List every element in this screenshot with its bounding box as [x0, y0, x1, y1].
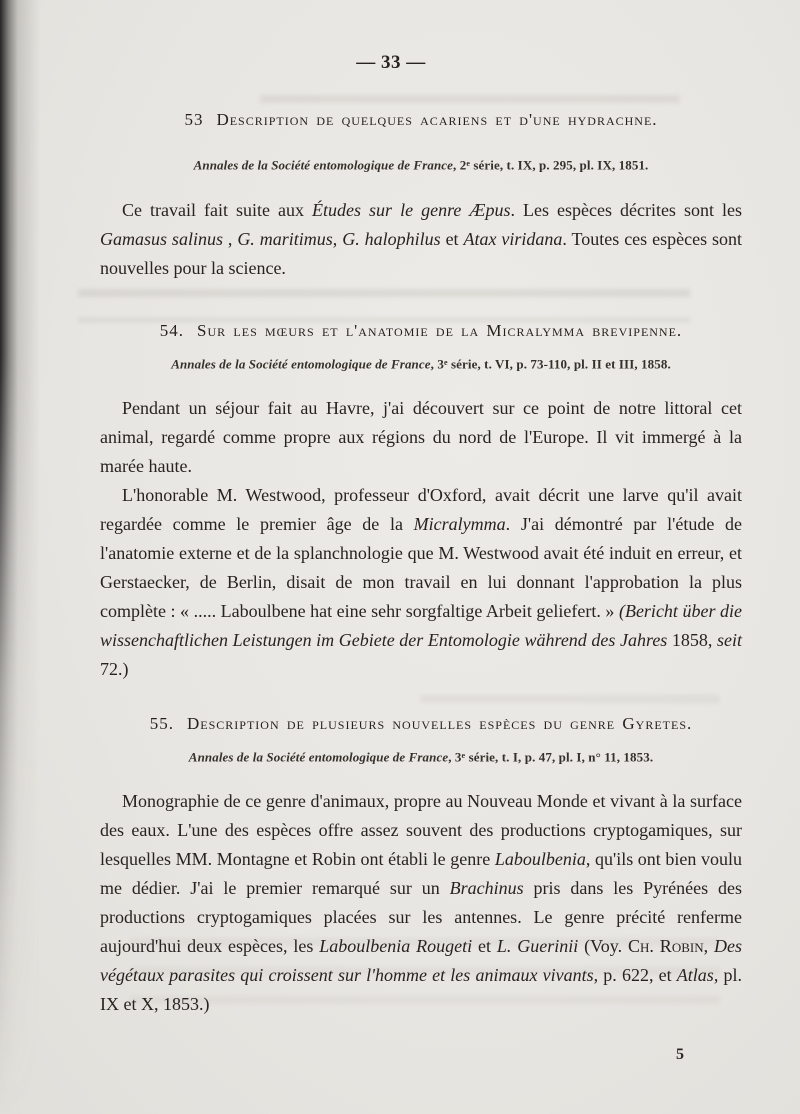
- page-number: — 33 —: [356, 52, 426, 73]
- entry-title: Description de quelques acariens et d'une hydrachne.: [216, 110, 658, 129]
- entry-paragraph: Monographie de ce genre d'animaux, propre au Nouveau Monde et vivant à la surface des eaux. L'une des espèces offre assez souvent des productions cryptogamiques, sur lesquelles MM. Montagne et Robin ont établi le genre Laboulbenia, qu'ils ont bien voulu me dédier. J'ai le premier remarqué sur un Brachinus pris dans les Pyrénées des productions cryptogamiques placées sur les antennes. Le genre précité renferme aujourd'hui deux espèces, les Laboulbenia Rougeti et L. Guerinii (Voy. Ch. Robin, Des végétaux parasites qui croissent sur l'homme et les animaux vivants, p. 622, et Atlas, pl. IX et X, 1853.): [100, 790, 743, 1014]
- entry-number: 53: [184, 110, 204, 129]
- entry-paragraph: Ce travail fait suite aux Études sur le genre Æpus. Les espèces décrites sont les Gamasus salinus , G. maritimus, G. halophilus et Atax viridana. Toutes ces espèces sont nouvelles pour la science.: [100, 199, 743, 278]
- signature-mark: 5: [676, 1046, 684, 1063]
- entry-53: [100, 110, 742, 283]
- page-content: [100, 0, 742, 1019]
- entry-55: [100, 714, 742, 1019]
- entry-heading: [100, 110, 742, 130]
- entry-paragraph: Pendant un séjour fait au Havre, j'ai découvert sur ce point de notre littoral cet animal, regardé comme propre aux régions du nord de l'Europe. Il vit immergé à la marée haute.: [100, 398, 742, 477]
- entry-citation: Annales de la Société entomologique de France, 2e série, t. IX, p. 295, pl. IX, 1851.: [193, 157, 649, 173]
- entry-paragraph: L'honorable M. Westwood, professeur d'Oxford, avait décrit une larve qu'il avait regardée comme le premier âge de la Micralymma. J'ai démontré par l'étude de l'anatomie externe et de la splanchnologie que M. Westwood avait été induit en erreur, et Gerstaecker, de Berlin, disait de mon travail en lui donnant l'approbation la plus complète : « ..... Laboulbene hat eine sehr sorgfaltige Arbeit geliefert. » (Bericht über die wissenchaftlichen Leistungen im Gebiete der Entomologie während des Jahres 1858, seit 72.): [100, 485, 742, 680]
- entry-title: Description de plusieurs nouvelles espèces du genre Gyretes.: [187, 714, 693, 734]
- entry-citation: Annales de la Société entomologique de France, 3e série, t. VI, p. 73-110, pl. II et III, 1858.: [171, 356, 671, 372]
- entry-number: 54.: [159, 320, 185, 340]
- entry-54: [100, 321, 742, 685]
- entry-title: Sur les mœurs et l'anatomie de la Micralymma brevipenne.: [197, 320, 683, 340]
- entry-heading: [100, 321, 742, 341]
- scan-edge-shadow: [0, 0, 40, 1114]
- entry-citation: Annales de la Société entomologique de France, 3e série, t. I, p. 47, pl. I, n° 11, 1853.: [188, 749, 654, 765]
- entry-number: 55.: [149, 714, 174, 734]
- entry-heading: [100, 714, 742, 734]
